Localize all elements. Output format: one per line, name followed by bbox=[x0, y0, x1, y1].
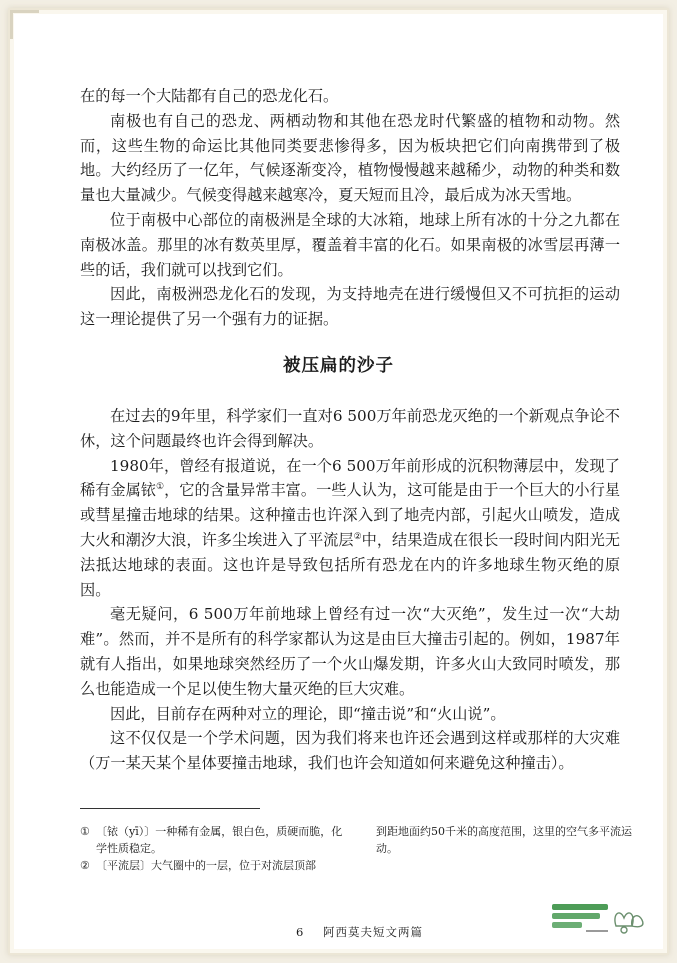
publisher-logo-icon bbox=[546, 896, 650, 940]
section-body bbox=[80, 404, 620, 776]
continuation-paragraph-2: 南极也有自己的恐龙、两栖动物和其他在恐龙时代繁盛的植物和动物。然而，这些生物的命运比其他同类要悲惨得多，因为板块把它们向南携带到了极地。大约经历了一亿年，气候逐渐变冷，植物慢慢越来越稀少，动物的种类和数量也大量减少。气候变得越来越寒冷，夏天短而且冷，最后成为冰天雪地。 bbox=[80, 111, 620, 205]
footnote-2-text-end: 到距地面约50千米的高度范围，这里的空气多平流运动。 bbox=[376, 825, 632, 855]
section-paragraph-2 bbox=[80, 454, 620, 603]
footnote-2-text-start: 〔平流层〕大气圈中的一层，位于对流层顶部 bbox=[96, 859, 316, 872]
section-paragraph-3: 毫无疑问，6 500万年前地球上曾经有过一次“大灭绝”，发生过一次“大劫难”。然而，并不是所有的科学家都认为这是由巨大撞击引起的。例如，1987年就有人指出，如果地球突然经历了一个火山爆发期，许多火山大致同时喷发，那么也能造成一个足以使生物大量灭绝的巨大灾难。 bbox=[80, 605, 620, 698]
section-paragraph-4: 因此，目前存在两种对立的理论，即“撞击说”和“火山说”。 bbox=[110, 704, 506, 723]
footnote-2-number: ② bbox=[80, 859, 90, 872]
footnote-ref-1: ① bbox=[156, 482, 165, 493]
footnote-divider bbox=[80, 808, 260, 809]
continuation-paragraph-4: 因此，南极洲恐龙化石的发现，为支持地壳在进行缓慢但又不可抗拒的运动这一理论提供了另一个强有力的证据。 bbox=[80, 285, 620, 329]
continuation-paragraph-1: 在的每一个大陆都有自己的恐龙化石。 bbox=[80, 87, 339, 105]
continuation-text bbox=[80, 84, 620, 332]
footnote-1-number: ① bbox=[80, 825, 90, 838]
section-paragraph-2-part-c: 中，结果造成在很长一段时间内阳光无法抵达地球的表面。这也许是导致包括所有恐龙在内的许多地球生物灭绝的原因。 bbox=[80, 530, 621, 599]
section-paragraph-1: 在过去的9年里，科学家们一直对6 500万年前恐龙灭绝的一个新观点争论不休，这个问题最终也许会得到解决。 bbox=[80, 407, 620, 450]
footnotes-left-column bbox=[80, 823, 352, 874]
section-title: 被压扁的沙子 bbox=[283, 356, 394, 376]
book-title: 阿西莫夫短文两篇 bbox=[322, 925, 423, 939]
footnote-1 bbox=[80, 823, 352, 857]
section-paragraph-2-part-a: 1980年，曾经有报道说，在一个6 500万年前形成的沉积物薄层中，发现了稀有金属铱 bbox=[80, 456, 620, 500]
page-footer bbox=[296, 924, 423, 940]
page-number: 6 bbox=[296, 925, 305, 939]
section-paragraph-5: 这不仅仅是一个学术问题，因为我们将来也许还会遇到这样或那样的大灾难（万一某天某个星体要撞击地球，我们也许会知道如何来避免这种撞击）。 bbox=[80, 729, 620, 773]
continuation-paragraph-3: 位于南极中心部位的南极洲是全球的大冰箱，地球上所有冰的十分之九都在南极冰盖。那里的冰有数英里厚，覆盖着丰富的化石。如果南极的冰雪层再薄一些的话，我们就可以找到它们。 bbox=[80, 210, 620, 279]
section-paragraph-2-part-b: ，它的含量异常丰富。一些人认为，这可能是由于一个巨大的小行星或彗星撞击地球的结果。这种撞击也许深入到了地壳内部，引起火山喷发，造成大火和潮汐大浪，许多尘埃进入了平流层 bbox=[80, 481, 621, 549]
footnote-1-text: 〔铱（yī）〕一种稀有金属，银白色，质硬而脆，化学性质稳定。 bbox=[96, 825, 343, 855]
footnote-2 bbox=[80, 857, 352, 874]
footnotes-right-column bbox=[376, 823, 640, 857]
footnote-ref-2: ② bbox=[353, 531, 362, 542]
page-corner-decoration bbox=[10, 10, 39, 39]
